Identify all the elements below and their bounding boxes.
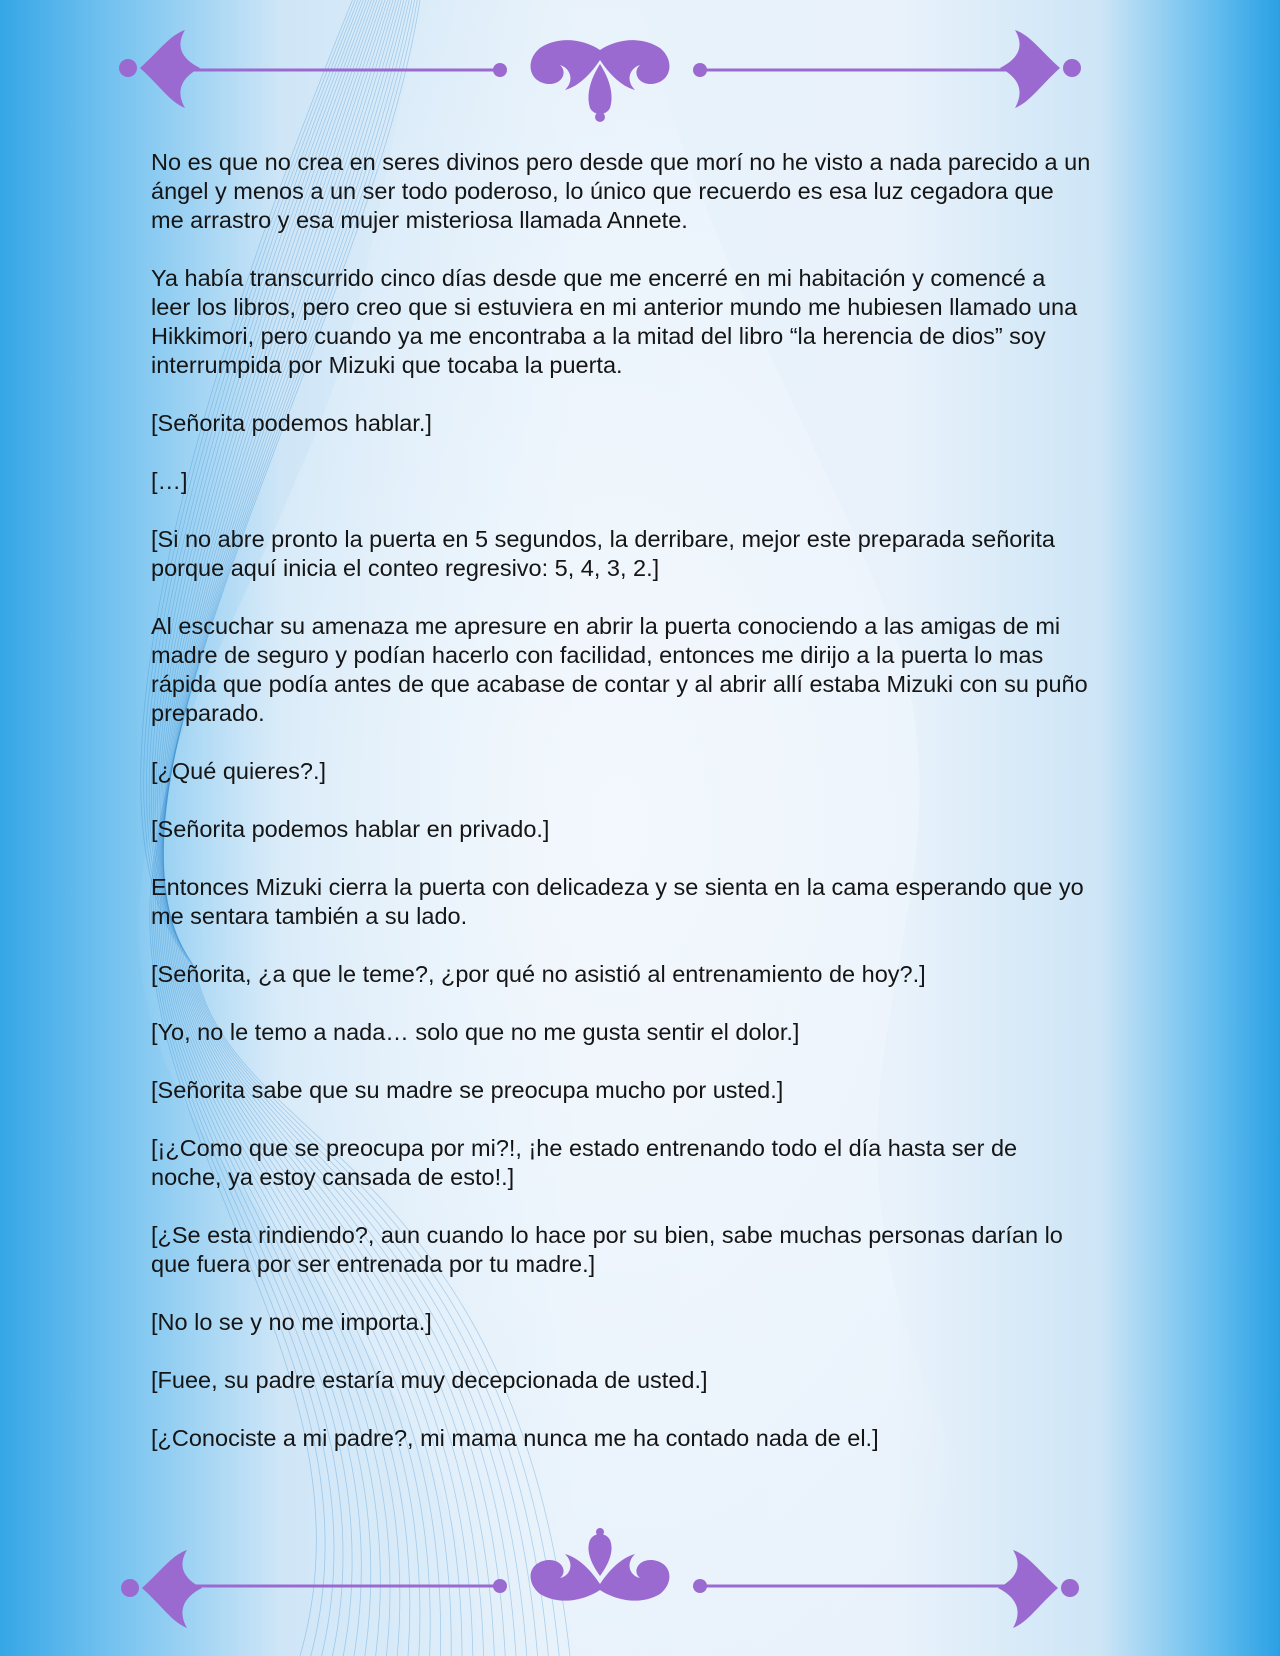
story-paragraph: Ya había transcurrido cinco días desde que me encerré en mi habitación y comencé a leer los libros, pero creo que si estuviera en mi anterior mundo me hubiesen llamado una Hikkimori, pero cuando ya me encontraba a la mitad del libro “la herencia de dios” soy interrumpida por Mizuki que tocaba la puerta. (151, 265, 1078, 378)
story-paragraph: [¿Conociste a mi padre?, mi mama nunca me ha contado nada de el.] (151, 1425, 879, 1451)
story-paragraph: […] (151, 468, 188, 494)
story-paragraph: [Señorita podemos hablar.] (151, 410, 432, 436)
story-paragraph: [Yo, no le temo a nada… solo que no me gusta sentir el dolor.] (151, 1019, 800, 1045)
story-paragraph: [Si no abre pronto la puerta en 5 segundos, la derribare, mejor este preparada señorita porque aquí inicia el conteo regresivo: 5, 4, 3, 2.] (151, 526, 1056, 581)
story-paragraph: [Señorita, ¿a que le teme?, ¿por qué no asistió al entrenamiento de hoy?.] (151, 961, 926, 987)
story-paragraph: [Señorita podemos hablar en privado.] (151, 816, 550, 842)
story-paragraph: [Señorita sabe que su madre se preocupa mucho por usted.] (151, 1077, 784, 1103)
scroll-ornament-bottom-icon (121, 1528, 1079, 1628)
bottom-ornament (0, 1528, 1280, 1638)
top-ornament (0, 20, 1280, 130)
story-paragraph: [¡¿Como que se preocupa por mi?!, ¡he estado entrenando todo el día hasta ser de noche, ya estoy cansada de esto!.] (151, 1135, 1018, 1190)
story-paragraph: [Fuee, su padre estaría muy decepcionada de usted.] (151, 1367, 708, 1393)
story-text (151, 148, 1091, 1482)
story-paragraph: No es que no crea en seres divinos pero desde que morí no he visto a nada parecido a un ángel y menos a un ser todo poderoso, lo único que recuerdo es esa luz cegadora que me arrastro y esa mujer misteriosa llamada Annete. (151, 149, 1091, 233)
story-paragraph: [¿Qué quieres?.] (151, 758, 327, 784)
story-paragraph: Al escuchar su amenaza me apresure en abrir la puerta conociendo a las amigas de mi madre de seguro y podían hacerlo con facilidad, entonces me dirijo a la puerta lo mas rápida que podía antes de que acabase de contar y al abrir allí estaba Mizuki con su puño preparado. (151, 613, 1088, 726)
story-paragraph: [¿Se esta rindiendo?, aun cuando lo hace por su bien, sabe muchas personas darían lo que fuera por ser entrenada por tu madre.] (151, 1222, 1063, 1277)
scroll-ornament-top-icon (119, 30, 1081, 122)
story-paragraph: Entonces Mizuki cierra la puerta con delicadeza y se sienta en la cama esperando que yo me sentara también a su lado. (151, 874, 1084, 929)
story-paragraph: [No lo se y no me importa.] (151, 1309, 432, 1335)
